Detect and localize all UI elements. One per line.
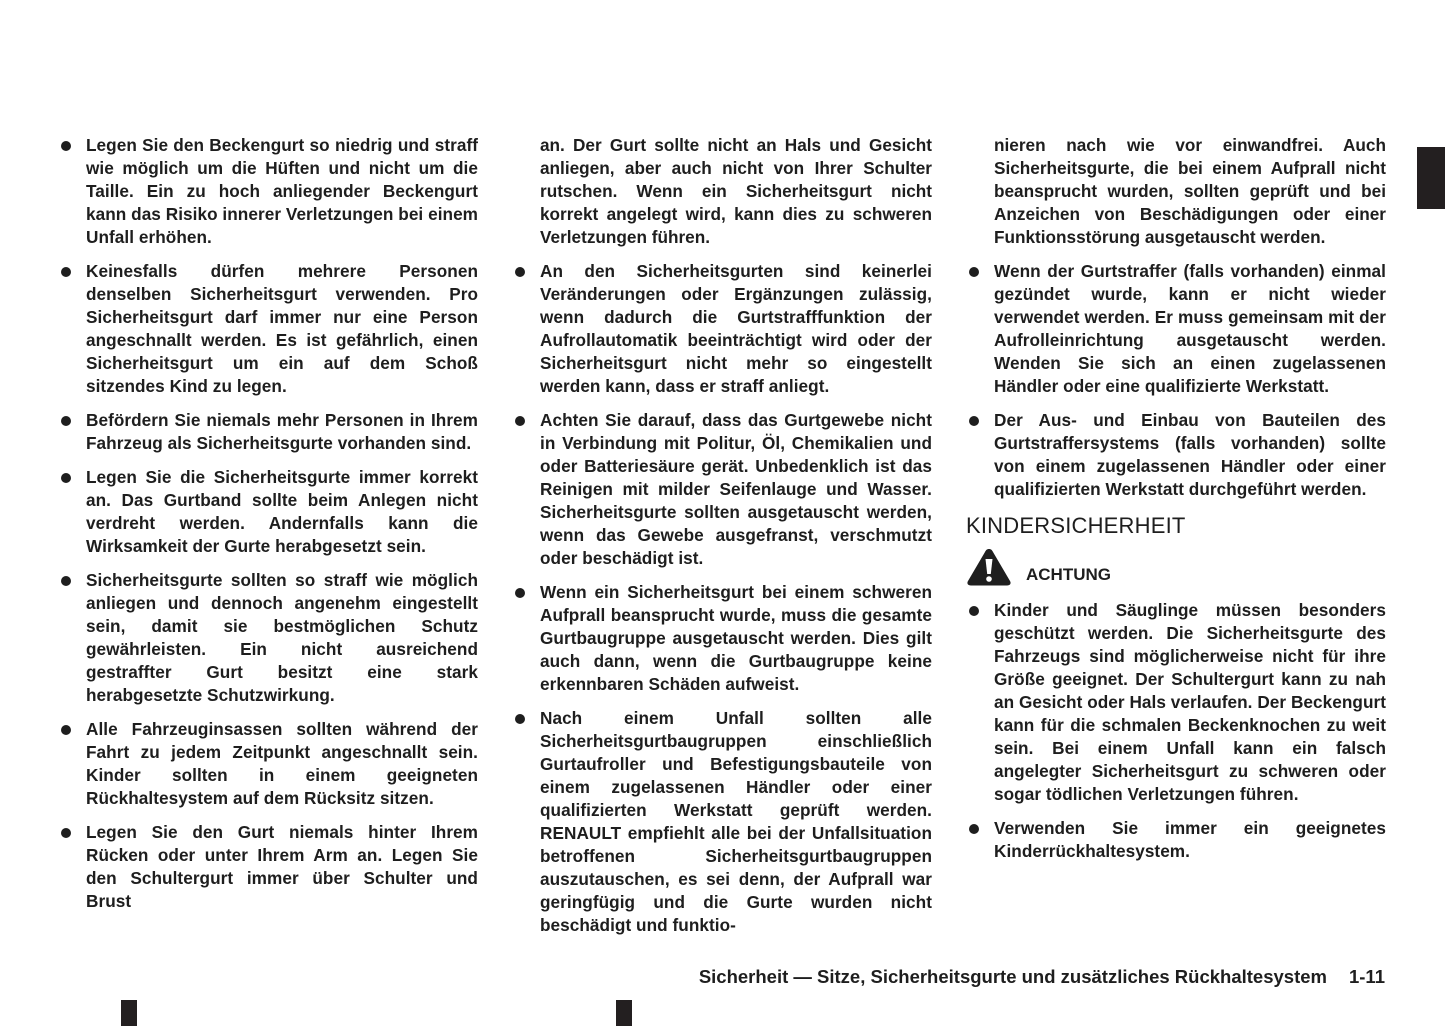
- footer-chapter-title: Sicherheit — Sitze, Sicherheitsgurte und zusätzliches Rückhaltesystem: [698, 966, 1327, 987]
- crop-mark-right: [616, 1000, 632, 1026]
- bullet-dot-icon: [61, 473, 71, 483]
- warning-header: [966, 545, 1386, 587]
- bullet-dot-icon: [61, 416, 71, 426]
- bullet-dot-icon: [61, 725, 71, 735]
- bullet-item: Sicherheitsgurte sollten so straff wie möglich anliegen und dennoch angenehm eingestellt sein, damit sie bestmöglichen Schutz gewährleisten. Ein nicht ausreichend gestraffter Gurt besitzt eine stark herabgesetzte Schutzwirkung.: [58, 569, 478, 707]
- bullet-dot-icon: [969, 824, 979, 834]
- bullet-item: An den Sicherheitsgurten sind keinerlei Veränderungen oder Ergänzungen zulässig, wenn dadurch die Gurtstrafffunktion der Aufrollautomatik beeinträchtigt wird oder der Sicherheitsgurt nicht mehr so eingestellt werden kann, dass er straff anliegt.: [512, 260, 932, 398]
- bullet-dot-icon: [969, 416, 979, 426]
- bullet-item: Keinesfalls dürfen mehrere Personen denselben Sicherheitsgurt verwenden. Pro Sicherheitsgurt darf immer nur eine Person angeschnallt werden. Es ist gefährlich, einen Sicherheitsgurt um ein auf dem Schoß sitzendes Kind zu legen.: [58, 260, 478, 398]
- continued-paragraph: nieren nach wie vor einwandfrei. Auch Sicherheitsgurte, die bei einem Aufprall nicht beansprucht wurden, sollten geprüft und bei Anzeichen von Beschädigungen oder einer Funktionsstörung ausgetauscht werden.: [994, 135, 1386, 247]
- bullet-dot-icon: [515, 416, 525, 426]
- bullet-item: Kinder und Säuglinge müssen besonders geschützt werden. Die Sicherheitsgurte des Fahrzeugs sind möglicherweise nicht für ihre Größe geeignet. Der Schultergurt kann zu nah an Gesicht oder Hals verlaufen. Der Beckengurt kann für die schmalen Beckenknochen zu weit sein. Bei einem Unfall kann ein falsch angelegter Sicherheitsgurt zu schweren oder sogar tödlichen Verletzungen führen.: [966, 599, 1386, 806]
- bullet-dot-icon: [515, 714, 525, 724]
- bullet-dot-icon: [61, 267, 71, 277]
- bullet-item: Legen Sie den Beckengurt so niedrig und straff wie möglich um die Hüften und nicht um die Taille. Ein zu hoch anliegender Beckengurt kann das Risiko innerer Verletzungen bei einem Unfall erhöhen.: [58, 134, 478, 249]
- bullet-dot-icon: [61, 576, 71, 586]
- bullet-item: Der Aus- und Einbau von Bauteilen des Gurtstraffersystems (falls vorhanden) sollte von einem zugelassenen Händler oder einer qualifizierten Werkstatt durchgeführt werden.: [966, 409, 1386, 501]
- bullet-dot-icon: [515, 267, 525, 277]
- bullet-dot-icon: [61, 828, 71, 838]
- bullet-dot-icon: [969, 606, 979, 616]
- crop-mark-left: [121, 1000, 137, 1026]
- column-2: [512, 134, 932, 948]
- section-heading: KINDERSICHERHEIT: [966, 513, 1186, 538]
- bullet-item: Wenn ein Sicherheitsgurt bei einem schweren Aufprall beansprucht wurde, muss die gesamte Gurtbaugruppe ausgetauscht werden. Dies gilt auch dann, wenn die Gurtbaugruppe keine erkennbaren Schäden aufweist.: [512, 581, 932, 696]
- bullet-item: Legen Sie den Gurt niemals hinter Ihrem Rücken oder unter Ihrem Arm an. Legen Sie den Schultergurt immer über Schulter und Brust: [58, 821, 478, 913]
- continued-paragraph: an. Der Gurt sollte nicht an Hals und Gesicht anliegen, aber auch nicht von Ihrer Schulter rutschen. Wenn ein Sicherheitsgurt nicht korrekt angelegt wird, kann dies zu schweren Verletzungen führen.: [540, 135, 932, 247]
- page-footer: [699, 966, 1385, 988]
- bullet-dot-icon: [61, 141, 71, 151]
- bullet-dot-icon: [515, 588, 525, 598]
- bullet-dot-icon: [969, 267, 979, 277]
- bullet-item: Wenn der Gurtstraffer (falls vorhanden) einmal gezündet wurde, kann er nicht wieder verwendet werden. Er muss gemeinsam mit der Aufrolleinrichtung ausgetauscht werden. Wenden Sie sich an einen zugelassenen Händler oder eine qualifizierte Werkstatt.: [966, 260, 1386, 398]
- bullet-item: Befördern Sie niemals mehr Personen in Ihrem Fahrzeug als Sicherheitsgurte vorhanden sind.: [58, 409, 478, 455]
- page-number: 1-11: [1348, 966, 1385, 987]
- bullet-item: Achten Sie darauf, dass das Gurtgewebe nicht in Verbindung mit Politur, Öl, Chemikalien und oder Batteriesäure gerät. Unbedenklich ist das Reinigen mit milder Seifenlauge und Wasser. Sicherheitsgurte sollten ausgetauscht werden, wenn das Gewebe ausgefranst, verschmutzt oder beschädigt ist.: [512, 409, 932, 570]
- bullet-item: Alle Fahrzeuginsassen sollten während der Fahrt zu jedem Zeitpunkt angeschnallt sein. Kinder sollten in einem geeigneten Rückhaltesystem auf dem Rücksitz sitzen.: [58, 718, 478, 810]
- warning-label: ACHTUNG: [1026, 565, 1111, 584]
- bullet-item: Verwenden Sie immer ein geeignetes Kinderrückhaltesystem.: [966, 817, 1386, 863]
- column-3: [966, 134, 1386, 874]
- bullet-item: Legen Sie die Sicherheitsgurte immer korrekt an. Das Gurtband sollte beim Anlegen nicht verdreht werden. Andernfalls kann die Wirksamkeit der Gurte herabgesetzt sein.: [58, 466, 478, 558]
- column-1: [58, 134, 478, 924]
- warning-triangle-icon: [966, 547, 1012, 587]
- chapter-tab-marker: [1417, 147, 1445, 209]
- bullet-item: Nach einem Unfall sollten alle Sicherheitsgurtbaugruppen einschließlich Gurtaufroller und Befestigungsbauteile von einem zugelassenen Händler oder einer qualifizierten Werkstatt geprüft werden. RENAULT empfiehlt alle bei der Unfallsituation betroffenen Sicherheitsgurtbaugruppen auszutauschen, es sei denn, der Aufprall war geringfügig und die Gurte wurden nicht beschädigt und funktio-: [512, 707, 932, 937]
